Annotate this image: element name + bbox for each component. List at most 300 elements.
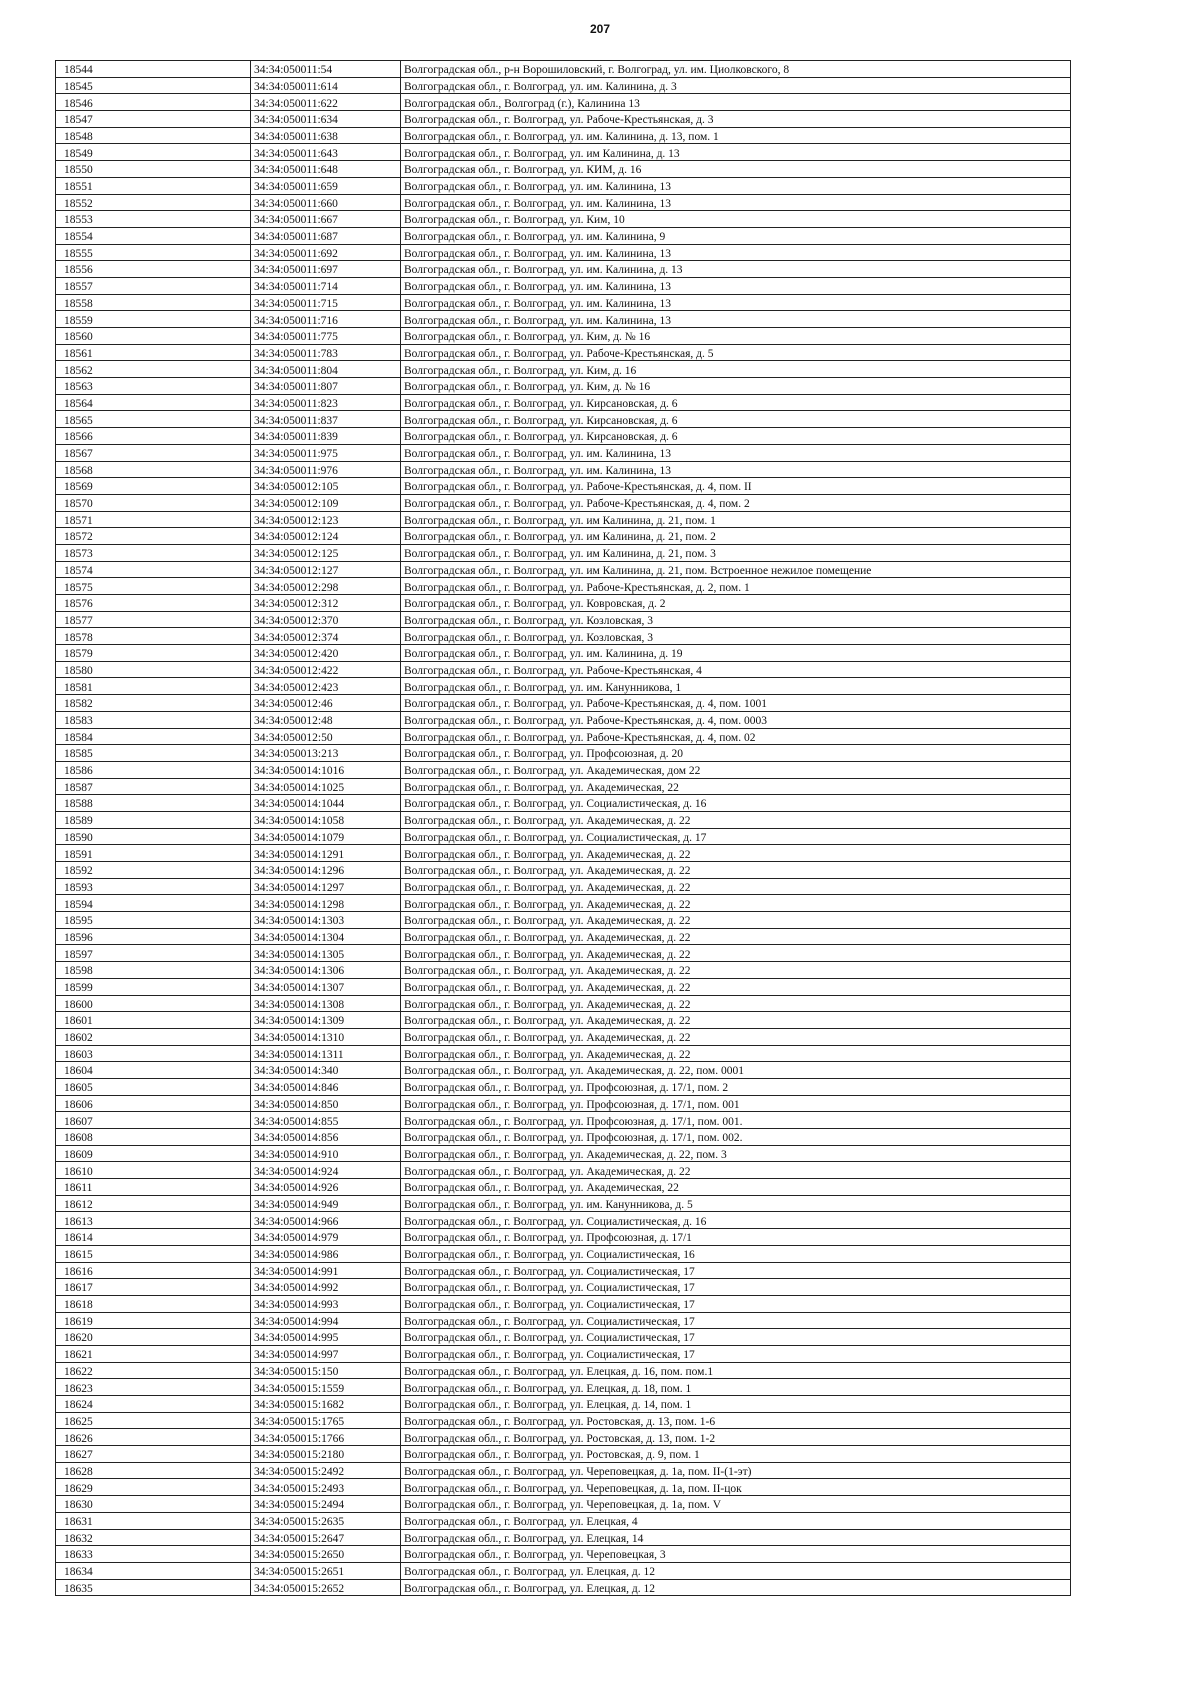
address-cell: Волгоградская обл., г. Волгоград, ул. им Калинина, д. 21, пом. 1 [401,511,1071,528]
cadastral-number-cell: 34:34:050015:1765 [251,1412,401,1429]
row-number-cell: 18577 [56,611,251,628]
row-number-cell: 18603 [56,1045,251,1062]
row-number-cell: 18629 [56,1479,251,1496]
table-row [56,1362,1071,1379]
address-cell: Волгоградская обл., г. Волгоград, ул. им Калинина, д. 21, пом. 2 [401,528,1071,545]
table-row [56,411,1071,428]
table-row [56,845,1071,862]
table-row [56,1129,1071,1146]
table-row [56,1012,1071,1029]
table-row [56,761,1071,778]
cadastral-number-cell: 34:34:050014:1296 [251,862,401,879]
row-number-cell: 18568 [56,461,251,478]
row-number-cell: 18572 [56,528,251,545]
row-number-cell: 18624 [56,1396,251,1413]
address-cell: Волгоградская обл., г. Волгоград, ул. им. Канунникова, д. 5 [401,1195,1071,1212]
row-number-cell: 18554 [56,227,251,244]
table-row [56,828,1071,845]
table-row [56,878,1071,895]
cadastral-number-cell: 34:34:050011:687 [251,227,401,244]
address-cell: Волгоградская обл., г. Волгоград, ул. Профсоюзная, д. 17/1, пом. 001 [401,1095,1071,1112]
cadastral-number-cell: 34:34:050014:856 [251,1129,401,1146]
row-number-cell: 18609 [56,1145,251,1162]
cadastral-number-cell: 34:34:050011:714 [251,277,401,294]
cadastral-number-cell: 34:34:050014:1079 [251,828,401,845]
table-row [56,1212,1071,1229]
table-row [56,161,1071,178]
table-row [56,261,1071,278]
address-cell: Волгоградская обл., г. Волгоград, ул. Академическая, д. 22, пом. 0001 [401,1062,1071,1079]
address-cell: Волгоградская обл., г. Волгоград, ул. Академическая, д. 22 [401,1162,1071,1179]
address-cell: Волгоградская обл., г. Волгоград, ул. Академическая, д. 22 [401,928,1071,945]
table-row [56,544,1071,561]
address-cell: Волгоградская обл., г. Волгоград, ул. Академическая, д. 22 [401,1028,1071,1045]
address-cell: Волгоградская обл., г. Волгоград, ул. Череповецкая, 3 [401,1546,1071,1563]
row-number-cell: 18608 [56,1129,251,1146]
address-cell: Волгоградская обл., г. Волгоград, ул. Елецкая, д. 18, пом. 1 [401,1379,1071,1396]
table-row [56,795,1071,812]
address-cell: Волгоградская обл., г. Волгоград, ул. Кирсановская, д. 6 [401,394,1071,411]
row-number-cell: 18632 [56,1529,251,1546]
address-cell: Волгоградская обл., г. Волгоград, ул. Академическая, д. 22 [401,895,1071,912]
address-cell: Волгоградская обл., г. Волгоград, ул. Кирсановская, д. 6 [401,411,1071,428]
address-cell: Волгоградская обл., г. Волгоград, ул. Социалистическая, 17 [401,1279,1071,1296]
table-row [56,1396,1071,1413]
table-row [56,244,1071,261]
address-cell: Волгоградская обл., г. Волгоград, ул. им. Калинина, 13 [401,461,1071,478]
cadastral-number-cell: 34:34:050014:1303 [251,912,401,929]
address-cell: Волгоградская обл., г. Волгоград, ул. Академическая, д. 22 [401,962,1071,979]
row-number-cell: 18614 [56,1229,251,1246]
cadastral-number-cell: 34:34:050011:659 [251,177,401,194]
address-cell: Волгоградская обл., г. Волгоград, ул. им. Калинина, 13 [401,177,1071,194]
cadastral-number-cell: 34:34:050012:127 [251,561,401,578]
row-number-cell: 18602 [56,1028,251,1045]
address-cell: Волгоградская обл., г. Волгоград, ул. им. Калинина, 13 [401,277,1071,294]
address-cell: Волгоградская обл., р-н Ворошиловский, г. Волгоград, ул. им. Циолковского, 8 [401,61,1071,78]
table-row [56,611,1071,628]
table-row [56,361,1071,378]
row-number-cell: 18628 [56,1462,251,1479]
cadastral-number-cell: 34:34:050014:992 [251,1279,401,1296]
row-number-cell: 18601 [56,1012,251,1029]
address-cell: Волгоградская обл., г. Волгоград, ул. Череповецкая, д. 1а, пом. II-цок [401,1479,1071,1496]
table-row [56,211,1071,228]
address-cell: Волгоградская обл., г. Волгоград, ул. Козловская, 3 [401,611,1071,628]
table-row [56,1529,1071,1546]
row-number-cell: 18560 [56,328,251,345]
address-cell: Волгоградская обл., г. Волгоград, ул. Елецкая, д. 12 [401,1562,1071,1579]
row-number-cell: 18590 [56,828,251,845]
address-cell: Волгоградская обл., г. Волгоград, ул. Рабоче-Крестьянская, д. 5 [401,344,1071,361]
row-number-cell: 18567 [56,444,251,461]
address-cell: Волгоградская обл., г. Волгоград, ул. Ким, д. № 16 [401,378,1071,395]
cadastral-number-cell: 34:34:050011:715 [251,294,401,311]
cadastral-number-cell: 34:34:050012:123 [251,511,401,528]
cadastral-number-cell: 34:34:050014:1307 [251,978,401,995]
address-cell: Волгоградская обл., г. Волгоград, ул. Ким, 10 [401,211,1071,228]
row-number-cell: 18611 [56,1179,251,1196]
cadastral-number-cell: 34:34:050014:1305 [251,945,401,962]
cadastral-number-cell: 34:34:050014:1025 [251,778,401,795]
cadastral-number-cell: 34:34:050011:775 [251,328,401,345]
address-cell: Волгоградская обл., г. Волгоград, ул. Социалистическая, д. 17 [401,828,1071,845]
row-number-cell: 18612 [56,1195,251,1212]
cadastral-number-cell: 34:34:050014:1058 [251,811,401,828]
cadastral-number-cell: 34:34:050012:312 [251,595,401,612]
row-number-cell: 18589 [56,811,251,828]
row-number-cell: 18623 [56,1379,251,1396]
row-number-cell: 18625 [56,1412,251,1429]
table-row [56,895,1071,912]
cadastral-number-cell: 34:34:050013:213 [251,745,401,762]
row-number-cell: 18547 [56,111,251,128]
cadastral-number-cell: 34:34:050011:975 [251,444,401,461]
address-cell: Волгоградская обл., г. Волгоград, ул. Социалистическая, д. 16 [401,1212,1071,1229]
address-cell: Волгоградская обл., г. Волгоград, ул. Рабоче-Крестьянская, д. 4, пом. 1001 [401,695,1071,712]
row-number-cell: 18576 [56,595,251,612]
row-number-cell: 18621 [56,1345,251,1362]
table-row [56,1562,1071,1579]
row-number-cell: 18633 [56,1546,251,1563]
address-cell: Волгоградская обл., г. Волгоград, ул. Рабоче-Крестьянская, д. 4, пом. 2 [401,494,1071,511]
table-row [56,728,1071,745]
table-row [56,912,1071,929]
table-row [56,1512,1071,1529]
row-number-cell: 18546 [56,94,251,111]
row-number-cell: 18556 [56,261,251,278]
address-cell: Волгоградская обл., г. Волгоград, ул. им. Калинина, д. 13, пом. 1 [401,127,1071,144]
table-row [56,1279,1071,1296]
table-row [56,778,1071,795]
row-number-cell: 18563 [56,378,251,395]
table-row [56,1045,1071,1062]
cadastral-number-cell: 34:34:050014:1309 [251,1012,401,1029]
cadastral-number-cell: 34:34:050014:1308 [251,995,401,1012]
row-number-cell: 18553 [56,211,251,228]
address-cell: Волгоградская обл., г. Волгоград, ул. Елецкая, 14 [401,1529,1071,1546]
cadastral-number-cell: 34:34:050011:839 [251,428,401,445]
address-cell: Волгоградская обл., г. Волгоград, ул. Социалистическая, д. 16 [401,795,1071,812]
table-row [56,61,1071,78]
table-row [56,144,1071,161]
cadastral-number-cell: 34:34:050011:807 [251,378,401,395]
cadastral-number-cell: 34:34:050014:850 [251,1095,401,1112]
row-number-cell: 18561 [56,344,251,361]
address-cell: Волгоградская обл., г. Волгоград, ул. Елецкая, 4 [401,1512,1071,1529]
row-number-cell: 18574 [56,561,251,578]
cadastral-number-cell: 34:34:050015:2493 [251,1479,401,1496]
address-cell: Волгоградская обл., г. Волгоград, ул. Социалистическая, 16 [401,1245,1071,1262]
row-number-cell: 18548 [56,127,251,144]
address-cell: Волгоградская обл., г. Волгоград, ул. Рабоче-Крестьянская, 4 [401,661,1071,678]
table-row [56,194,1071,211]
cadastral-number-cell: 34:34:050014:1304 [251,928,401,945]
address-cell: Волгоградская обл., г. Волгоград, ул. Академическая, д. 22 [401,912,1071,929]
cadastral-number-cell: 34:34:050014:1311 [251,1045,401,1062]
address-cell: Волгоградская обл., г. Волгоград, ул. им Калинина, д. 21, пом. 3 [401,544,1071,561]
cadastral-number-cell: 34:34:050012:48 [251,711,401,728]
table-row [56,578,1071,595]
cadastral-number-cell: 34:34:050015:2650 [251,1546,401,1563]
table-row [56,528,1071,545]
row-number-cell: 18573 [56,544,251,561]
address-cell: Волгоградская обл., г. Волгоград, ул. Профсоюзная, д. 17/1, пом. 002. [401,1129,1071,1146]
cadastral-number-cell: 34:34:050014:1016 [251,761,401,778]
cadastral-number-cell: 34:34:050015:2492 [251,1462,401,1479]
cadastral-number-cell: 34:34:050015:2180 [251,1446,401,1463]
table-row [56,94,1071,111]
row-number-cell: 18596 [56,928,251,945]
row-number-cell: 18555 [56,244,251,261]
row-number-cell: 18606 [56,1095,251,1112]
row-number-cell: 18591 [56,845,251,862]
cadastral-number-cell: 34:34:050014:910 [251,1145,401,1162]
cadastral-number-cell: 34:34:050015:1559 [251,1379,401,1396]
table-row [56,1262,1071,1279]
table-row [56,1546,1071,1563]
table-row [56,1379,1071,1396]
table-row [56,77,1071,94]
row-number-cell: 18587 [56,778,251,795]
address-cell: Волгоградская обл., г. Волгоград, ул. Академическая, д. 22 [401,862,1071,879]
address-cell: Волгоградская обл., г. Волгоград, ул. Ростовская, д. 13, пом. 1-2 [401,1429,1071,1446]
address-cell: Волгоградская обл., г. Волгоград, ул. Елецкая, д. 16, пом. пом.1 [401,1362,1071,1379]
address-cell: Волгоградская обл., г. Волгоград, ул. Социалистическая, 17 [401,1329,1071,1346]
address-cell: Волгоградская обл., г. Волгоград, ул. им. Канунникова, 1 [401,678,1071,695]
address-cell: Волгоградская обл., г. Волгоград, ул. Академическая, д. 22 [401,845,1071,862]
table-row [56,428,1071,445]
address-cell: Волгоградская обл., г. Волгоград, ул. Академическая, 22 [401,778,1071,795]
table-row [56,1162,1071,1179]
address-cell: Волгоградская обл., г. Волгоград, ул. Ростовская, д. 9, пом. 1 [401,1446,1071,1463]
row-number-cell: 18570 [56,494,251,511]
registry-table-body [56,61,1071,1596]
address-cell: Волгоградская обл., г. Волгоград, ул. Кирсановская, д. 6 [401,428,1071,445]
table-row [56,1579,1071,1596]
cadastral-number-cell: 34:34:050015:2494 [251,1496,401,1513]
table-row [56,1195,1071,1212]
cadastral-number-cell: 34:34:050011:692 [251,244,401,261]
address-cell: Волгоградская обл., г. Волгоград, ул. Академическая, д. 22, пом. 3 [401,1145,1071,1162]
cadastral-number-cell: 34:34:050014:1306 [251,962,401,979]
address-cell: Волгоградская обл., г. Волгоград, ул. Рабоче-Крестьянская, д. 4, пом. 02 [401,728,1071,745]
row-number-cell: 18613 [56,1212,251,1229]
cadastral-number-cell: 34:34:050011:614 [251,77,401,94]
row-number-cell: 18630 [56,1496,251,1513]
address-cell: Волгоградская обл., г. Волгоград, ул. им. Калинина, 13 [401,294,1071,311]
address-cell: Волгоградская обл., г. Волгоград, ул. Академическая, д. 22 [401,978,1071,995]
registry-table [55,60,1071,1596]
address-cell: Волгоградская обл., г. Волгоград, ул. им. Калинина, 9 [401,227,1071,244]
row-number-cell: 18592 [56,862,251,879]
cadastral-number-cell: 34:34:050011:667 [251,211,401,228]
address-cell: Волгоградская обл., Волгоград (г.), Калинина 13 [401,94,1071,111]
row-number-cell: 18620 [56,1329,251,1346]
cadastral-number-cell: 34:34:050011:54 [251,61,401,78]
table-row [56,378,1071,395]
row-number-cell: 18571 [56,511,251,528]
cadastral-number-cell: 34:34:050011:648 [251,161,401,178]
row-number-cell: 18566 [56,428,251,445]
cadastral-number-cell: 34:34:050014:979 [251,1229,401,1246]
cadastral-number-cell: 34:34:050014:924 [251,1162,401,1179]
table-row [56,277,1071,294]
table-row [56,1462,1071,1479]
row-number-cell: 18615 [56,1245,251,1262]
row-number-cell: 18584 [56,728,251,745]
table-row [56,344,1071,361]
table-row [56,311,1071,328]
address-cell: Волгоградская обл., г. Волгоград, ул. КИМ, д. 16 [401,161,1071,178]
row-number-cell: 18557 [56,277,251,294]
cadastral-number-cell: 34:34:050015:2647 [251,1529,401,1546]
table-row [56,127,1071,144]
row-number-cell: 18588 [56,795,251,812]
row-number-cell: 18635 [56,1579,251,1596]
cadastral-number-cell: 34:34:050011:783 [251,344,401,361]
row-number-cell: 18616 [56,1262,251,1279]
table-row [56,561,1071,578]
cadastral-number-cell: 34:34:050011:622 [251,94,401,111]
row-number-cell: 18594 [56,895,251,912]
cadastral-number-cell: 34:34:050011:716 [251,311,401,328]
row-number-cell: 18631 [56,1512,251,1529]
table-row [56,978,1071,995]
table-row [56,745,1071,762]
row-number-cell: 18617 [56,1279,251,1296]
address-cell: Волгоградская обл., г. Волгоград, ул. Рабоче-Крестьянская, д. 2, пом. 1 [401,578,1071,595]
row-number-cell: 18622 [56,1362,251,1379]
address-cell: Волгоградская обл., г. Волгоград, ул. Елецкая, д. 14, пом. 1 [401,1396,1071,1413]
cadastral-number-cell: 34:34:050012:125 [251,544,401,561]
table-row [56,628,1071,645]
row-number-cell: 18595 [56,912,251,929]
row-number-cell: 18618 [56,1295,251,1312]
cadastral-number-cell: 34:34:050014:846 [251,1078,401,1095]
table-row [56,945,1071,962]
cadastral-number-cell: 34:34:050012:46 [251,695,401,712]
cadastral-number-cell: 34:34:050014:997 [251,1345,401,1362]
address-cell: Волгоградская обл., г. Волгоград, ул. Академическая, дом 22 [401,761,1071,778]
cadastral-number-cell: 34:34:050014:1044 [251,795,401,812]
row-number-cell: 18559 [56,311,251,328]
address-cell: Волгоградская обл., г. Волгоград, ул. Череповецкая, д. 1а, пом. V [401,1496,1071,1513]
cadastral-number-cell: 34:34:050014:949 [251,1195,401,1212]
row-number-cell: 18558 [56,294,251,311]
address-cell: Волгоградская обл., г. Волгоград, ул. Академическая, д. 22 [401,878,1071,895]
cadastral-number-cell: 34:34:050014:1310 [251,1028,401,1045]
address-cell: Волгоградская обл., г. Волгоград, ул. Профсоюзная, д. 20 [401,745,1071,762]
cadastral-number-cell: 34:34:050014:995 [251,1329,401,1346]
row-number-cell: 18544 [56,61,251,78]
address-cell: Волгоградская обл., г. Волгоград, ул. Академическая, д. 22 [401,945,1071,962]
table-row [56,1345,1071,1362]
table-row [56,177,1071,194]
table-row [56,1062,1071,1079]
table-row [56,511,1071,528]
row-number-cell: 18580 [56,661,251,678]
address-cell: Волгоградская обл., г. Волгоград, ул. Академическая, д. 22 [401,811,1071,828]
cadastral-number-cell: 34:34:050014:993 [251,1295,401,1312]
cadastral-number-cell: 34:34:050015:1682 [251,1396,401,1413]
row-number-cell: 18605 [56,1078,251,1095]
cadastral-number-cell: 34:34:050012:105 [251,478,401,495]
address-cell: Волгоградская обл., г. Волгоград, ул. Ростовская, д. 13, пом. 1-6 [401,1412,1071,1429]
row-number-cell: 18569 [56,478,251,495]
table-row [56,1479,1071,1496]
address-cell: Волгоградская обл., г. Волгоград, ул. Академическая, д. 22 [401,1045,1071,1062]
table-row [56,1245,1071,1262]
page-number: 207 [589,22,611,36]
table-row [56,995,1071,1012]
table-row [56,227,1071,244]
cadastral-number-cell: 34:34:050012:109 [251,494,401,511]
address-cell: Волгоградская обл., г. Волгоград, ул. Ким, д. № 16 [401,328,1071,345]
cadastral-number-cell: 34:34:050014:340 [251,1062,401,1079]
cadastral-number-cell: 34:34:050012:124 [251,528,401,545]
address-cell: Волгоградская обл., г. Волгоград, ул. Ким, д. 16 [401,361,1071,378]
address-cell: Волгоградская обл., г. Волгоград, ул. Козловская, 3 [401,628,1071,645]
cadastral-number-cell: 34:34:050011:697 [251,261,401,278]
address-cell: Волгоградская обл., г. Волгоград, ул. им Калинина, д. 21, пом. Встроенное нежилое помещение [401,561,1071,578]
row-number-cell: 18545 [56,77,251,94]
cadastral-number-cell: 34:34:050011:837 [251,411,401,428]
row-number-cell: 18581 [56,678,251,695]
row-number-cell: 18600 [56,995,251,1012]
table-row [56,1229,1071,1246]
cadastral-number-cell: 34:34:050014:926 [251,1179,401,1196]
row-number-cell: 18583 [56,711,251,728]
row-number-cell: 18551 [56,177,251,194]
row-number-cell: 18564 [56,394,251,411]
table-row [56,1145,1071,1162]
cadastral-number-cell: 34:34:050014:994 [251,1312,401,1329]
row-number-cell: 18604 [56,1062,251,1079]
address-cell: Волгоградская обл., г. Волгоград, ул. Ковровская, д. 2 [401,595,1071,612]
address-cell: Волгоградская обл., г. Волгоград, ул. Академическая, д. 22 [401,995,1071,1012]
table-row [56,1312,1071,1329]
address-cell: Волгоградская обл., г. Волгоград, ул. Социалистическая, 17 [401,1262,1071,1279]
cadastral-number-cell: 34:34:050014:1291 [251,845,401,862]
table-row [56,494,1071,511]
cadastral-number-cell: 34:34:050015:2652 [251,1579,401,1596]
table-row [56,394,1071,411]
row-number-cell: 18607 [56,1112,251,1129]
address-cell: Волгоградская обл., г. Волгоград, ул. Социалистическая, 17 [401,1312,1071,1329]
cadastral-number-cell: 34:34:050014:986 [251,1245,401,1262]
row-number-cell: 18579 [56,645,251,662]
table-row [56,1028,1071,1045]
table-row [56,645,1071,662]
row-number-cell: 18619 [56,1312,251,1329]
cadastral-number-cell: 34:34:050011:660 [251,194,401,211]
table-row [56,962,1071,979]
cadastral-number-cell: 34:34:050012:420 [251,645,401,662]
row-number-cell: 18593 [56,878,251,895]
row-number-cell: 18610 [56,1162,251,1179]
row-number-cell: 18599 [56,978,251,995]
row-number-cell: 18582 [56,695,251,712]
table-row [56,1179,1071,1196]
address-cell: Волгоградская обл., г. Волгоград, ул. им. Калинина, д. 13 [401,261,1071,278]
address-cell: Волгоградская обл., г. Волгоград, ул. Череповецкая, д. 1а, пом. II-(1-эт) [401,1462,1071,1479]
address-cell: Волгоградская обл., г. Волгоград, ул. Профсоюзная, д. 17/1 [401,1229,1071,1246]
row-number-cell: 18626 [56,1429,251,1446]
address-cell: Волгоградская обл., г. Волгоград, ул. Академическая, д. 22 [401,1012,1071,1029]
table-row [56,1496,1071,1513]
table-row [56,928,1071,945]
